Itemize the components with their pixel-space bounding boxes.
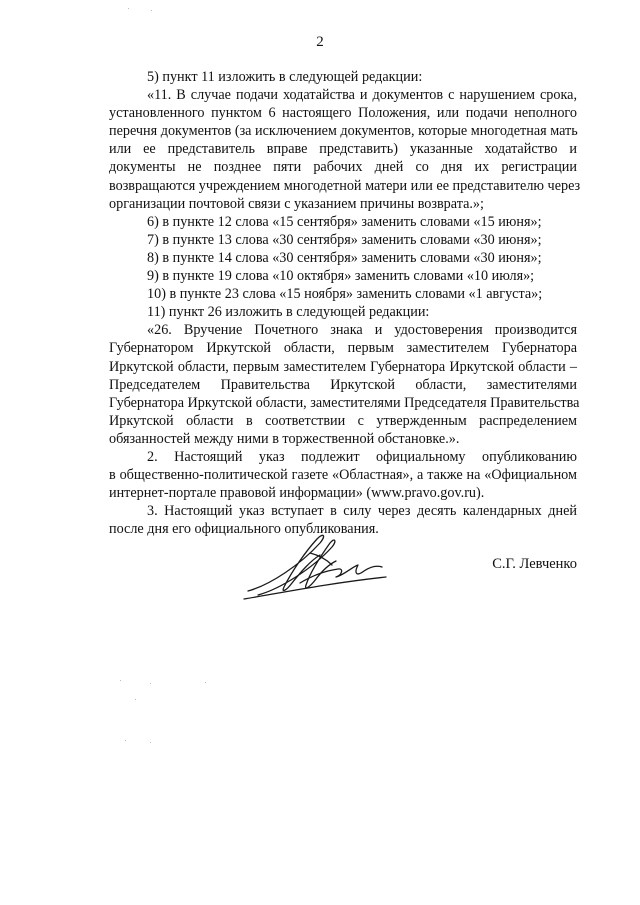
item-10: 10) в пункте 23 слова «15 ноября» заменить словами «1 августа»; bbox=[147, 286, 543, 303]
text-line: возвращаются учреждением многодетной матери или ее представителю через bbox=[109, 177, 581, 194]
scan-speck bbox=[205, 682, 206, 683]
item-5: 5) пункт 11 изложить в следующей редакции: bbox=[147, 69, 423, 85]
text-line: «11. В случае подачи ходатайства и документов с нарушением срока, bbox=[147, 87, 577, 104]
text-line: или ее представитель вправе представить) указанные ходатайство и bbox=[109, 141, 577, 158]
point-26-text bbox=[109, 321, 580, 448]
scan-speck bbox=[151, 10, 152, 11]
text-line: «26. Вручение Почетного знака и удостоверения производится bbox=[147, 322, 577, 339]
text-line: Губернатором Иркутской области, первым заместителем Губернатора bbox=[109, 340, 577, 357]
item-7: 7) в пункте 13 слова «30 сентября» заменить словами «30 июня»; bbox=[147, 231, 542, 248]
text-line: Иркутской области в соответствии с утвержденным распределением bbox=[109, 412, 577, 429]
text-line: 2. Настоящий указ подлежит официальному опубликованию bbox=[147, 448, 577, 465]
page-number: 2 bbox=[316, 34, 324, 50]
scan-speck bbox=[150, 742, 151, 743]
scan-speck bbox=[125, 740, 126, 741]
section-2 bbox=[109, 448, 577, 502]
point-11-text bbox=[109, 86, 581, 213]
text-line: обязанностей между ними в торжественной обстановке.». bbox=[109, 430, 460, 447]
scan-speck bbox=[120, 680, 121, 681]
scan-speck bbox=[150, 683, 151, 684]
text-line: документы не позднее пяти рабочих дней со дня их регистрации bbox=[109, 159, 577, 176]
scan-speck bbox=[128, 8, 129, 9]
text-line: организации почтовой связи с указанием причины возврата.»; bbox=[109, 195, 484, 212]
item-11: 11) пункт 26 изложить в следующей редакции: bbox=[147, 304, 430, 321]
text-line: 3. Настоящий указ вступает в силу через десять календарных дней bbox=[147, 503, 577, 520]
text-line: перечня документов (за исключением документов, которые многодетная мать bbox=[109, 123, 578, 140]
text-line: Председателем Правительства Иркутской области, заместителями bbox=[109, 376, 577, 393]
scan-speck bbox=[135, 699, 136, 700]
text-line: Губернатора Иркутской области, заместителями Председателя Правительства bbox=[109, 394, 580, 411]
text-line: интернет-портале правовой информации» (www.pravo.gov.ru). bbox=[109, 485, 485, 502]
text-line: после дня его официального опубликования. bbox=[109, 521, 379, 538]
text-line: в общественно-политической газете «Областная», а также на «Официальном bbox=[109, 467, 577, 484]
item-6: 6) в пункте 12 слова «15 сентября» заменить словами «15 июня»; bbox=[147, 213, 542, 230]
document-body bbox=[109, 68, 581, 538]
signer-name: С.Г. Левченко bbox=[492, 556, 577, 572]
item-9: 9) в пункте 19 слова «10 октября» заменить словами «10 июля»; bbox=[147, 268, 535, 285]
text-line: установленного пунктом 6 настоящего Положения, или подачи неполного bbox=[109, 105, 577, 122]
text-line: Иркутской области, первым заместителем Губернатора Иркутской области – bbox=[109, 358, 577, 375]
item-8: 8) в пункте 14 слова «30 сентября» заменить словами «30 июня»; bbox=[147, 249, 542, 266]
